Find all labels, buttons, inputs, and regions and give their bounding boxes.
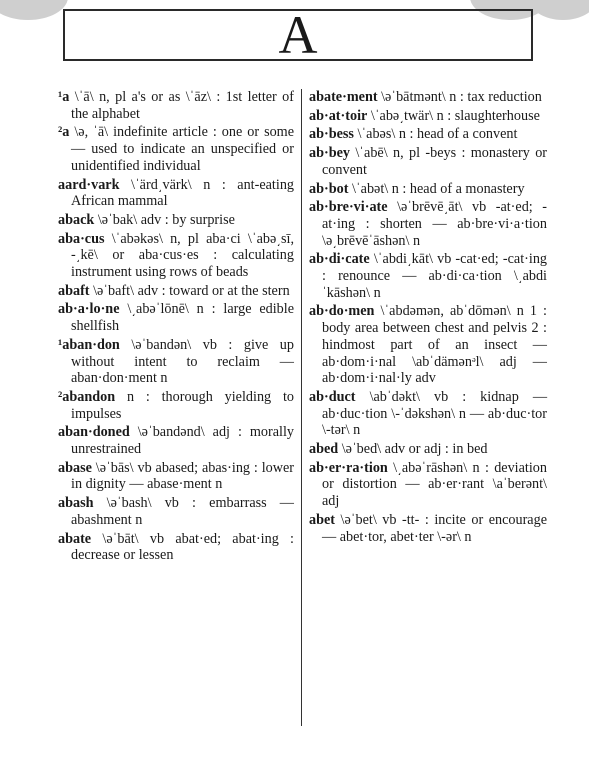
dictionary-entry <box>58 212 294 229</box>
dictionary-entry <box>309 460 547 510</box>
entry-definition: \ˈärd͵värk\ n : ant-eating African mammal <box>71 176 295 210</box>
entry-definition: \əˈbrēvē͵āt\ vb -at·ed; -at·ing : shorten — ab·bre·vi·a·tion \ə͵brēvēˈāshən\ n <box>322 199 547 249</box>
entry-headword: ab·bey <box>309 145 350 162</box>
dictionary-entry <box>58 495 294 528</box>
entry-definition: \əˈbandən\ vb : give up without intent to reclaim — aban·don·ment n <box>71 336 294 387</box>
dictionary-entry <box>58 124 294 174</box>
entry-definition: \əˈbaft\ adv : toward or at the stern <box>93 282 290 299</box>
dictionary-entry <box>58 177 294 210</box>
dictionary-entry <box>58 89 294 122</box>
entry-definition: \əˈbash\ vb : embarrass — abashment n <box>71 495 294 528</box>
entry-definition: \͵abəˈrāshən\ n : deviation or distortion — ab·er·rant \aˈberənt\ adj <box>322 459 547 510</box>
dictionary-entry <box>309 126 547 143</box>
dictionary-entry <box>309 441 547 458</box>
entry-headword: ab·do·men <box>309 303 375 320</box>
dictionary-entry <box>58 531 294 564</box>
entry-definition: \əˈbās\ vb abased; abas·ing : lower in dignity — abase·ment n <box>71 459 294 493</box>
dictionary-entry <box>58 301 294 334</box>
entry-definition: n : thorough yielding to impulses <box>71 388 294 422</box>
entry-definition: \ˈabdəmən, abˈdōmən\ n 1 : body area between chest and pelvis 2 : hindmost part of an insect — ab·dom·i·nal \abˈdämənᵊl\ adj — ab·dom·i·nal·ly adv <box>322 303 547 387</box>
section-letter: A <box>278 5 318 65</box>
section-letter-box <box>63 5 533 65</box>
entry-definition: \ˈabdi͵kāt\ vb -cat·ed; -cat·ing : renounce — ab·di·ca·tion \͵abdiˈkāshən\ n <box>322 251 548 301</box>
entry-headword: aback <box>58 211 95 228</box>
entry-headword: abed <box>309 441 339 458</box>
entry-headword: ab·di·cate <box>309 251 370 268</box>
entry-definition: \əˈbed\ adv or adj : in bed <box>341 441 488 458</box>
entry-headword: ab·duct <box>309 388 356 405</box>
entry-headword: ²abandon <box>58 388 116 405</box>
page-corner-shadow <box>0 0 68 20</box>
entry-definition: \ˈā\ n, pl a's or as \ˈāz\ : 1st letter of the alphabet <box>71 89 294 122</box>
entry-headword: aba·cus <box>58 230 105 247</box>
dictionary-entry <box>58 389 294 422</box>
entry-definition: \əˈbātmənt\ n : tax reduction <box>381 89 542 105</box>
dictionary-entry <box>309 145 547 178</box>
entry-definition: \ə, ˈā\ indefinite article : one or some — used to indicate an unspecified or unidentified individual <box>71 124 295 174</box>
entry-headword: ab·bess <box>309 126 354 143</box>
left-column <box>58 89 294 564</box>
entry-headword: abase <box>58 459 92 476</box>
entry-definition: \əˈbak\ adv : by surprise <box>97 211 235 228</box>
entry-definition: \ˈabə͵twär\ n : slaughterhouse <box>370 107 540 124</box>
column-divider <box>301 89 302 726</box>
dictionary-entry <box>309 251 547 301</box>
entry-definition: \ˈabəkəs\ n, pl aba·ci \ˈabə͵sī, -͵kē\ or aba·cus·es : calculating instrument using rows of beads <box>71 230 295 281</box>
entry-definition: \ˈabəs\ n : head of a convent <box>357 126 518 143</box>
entry-definition: \͵abəˈlōnē\ n : large edible shellfish <box>71 301 295 335</box>
entry-headword: aard·vark <box>58 176 120 193</box>
entry-definition: \ˈabē\ n, pl -beys : monastery or convent <box>322 145 548 178</box>
entry-headword: ¹aban·don <box>58 336 120 353</box>
dictionary-entry <box>58 231 294 281</box>
page-corner-shadow <box>528 0 589 20</box>
dictionary-entry <box>58 460 294 493</box>
entry-headword: ab·a·lo·ne <box>58 301 120 318</box>
entry-definition: \abˈdəkt\ vb : kidnap — ab·duc·tion \-ˈdəkshən\ n — ab·duc·tor \-tər\ n <box>322 388 548 439</box>
dictionary-entry <box>58 283 294 300</box>
entry-headword: abash <box>58 495 94 512</box>
entry-headword: abate <box>58 530 92 547</box>
entry-definition: \ˈabət\ n : head of a monastery <box>351 180 525 197</box>
entry-headword: abaft <box>58 282 90 299</box>
dictionary-entry <box>309 108 547 125</box>
entry-headword: ²a <box>58 124 70 141</box>
right-column <box>309 89 547 545</box>
dictionary-entry <box>309 181 547 198</box>
entry-headword: ab·er·ra·tion <box>309 459 388 476</box>
entry-headword: ab·bot <box>309 180 349 197</box>
entry-headword: ¹a <box>58 89 70 105</box>
entry-headword: abate·ment <box>309 89 378 105</box>
dictionary-entry <box>309 389 547 439</box>
dictionary-entry <box>309 303 547 387</box>
entry-definition: \əˈbandənd\ adj : morally unrestrained <box>71 424 294 458</box>
dictionary-entry <box>58 424 294 457</box>
dictionary-entry <box>309 89 547 106</box>
entry-headword: ab·at·toir <box>309 107 368 124</box>
entry-headword: aban·doned <box>58 424 130 441</box>
dictionary-entry <box>309 199 547 249</box>
dictionary-entry <box>309 512 547 545</box>
entry-definition: \əˈbet\ vb -tt- : incite or encourage — abet·tor, abet·ter \-ər\ n <box>322 511 547 545</box>
dictionary-entry <box>58 337 294 387</box>
entry-headword: abet <box>309 511 336 528</box>
entry-definition: \əˈbāt\ vb abat·ed; abat·ing : decrease or lessen <box>71 530 295 564</box>
entry-headword: ab·bre·vi·ate <box>309 199 388 216</box>
